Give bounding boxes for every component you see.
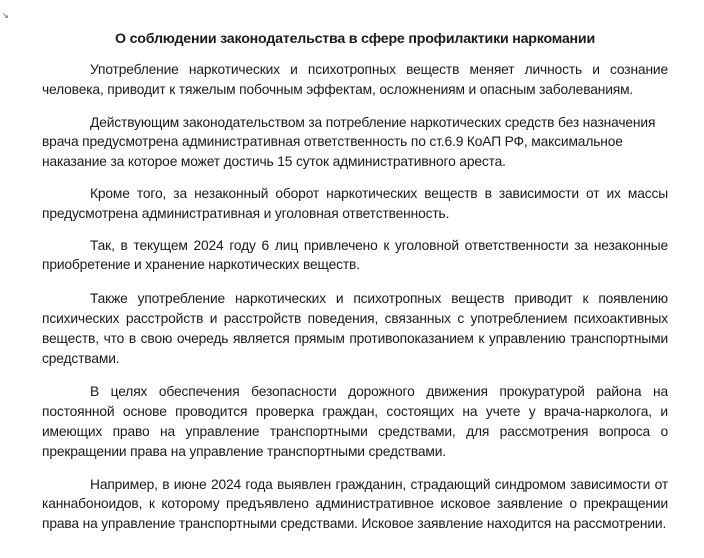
paragraph-1: Употребление наркотических и психотропных веществ меняет личность и сознание человека, приводит к тяжелым побочным эффектам, осложнениям и опасным заболеваниям. [42, 62, 668, 97]
paragraph-2: Действующим законодательством за потребление наркотических средств без назначения врача предусмотрена административная ответственность по ст.6.9 КоАП РФ, максимальное наказание за которое может достичь 15 суток административного ареста. [42, 114, 656, 170]
corner-marker-icon: ↘ [2, 11, 9, 20]
paragraph-3: Кроме того, за незаконный оборот наркотических веществ в зависимости от их массы предусмотрена административная и уголовная ответственность. [42, 185, 668, 221]
paragraph-6: В целях обеспечения безопасности дорожного движения прокуратурой района на постоянной основе проводится проверка граждан, состоящих на учете у врача-нарколога, и имеющих право на управление транспортными средствами, для рассмотрения вопроса о прекращении права на управление транспортными средствами. [42, 384, 668, 459]
document-title: О соблюдении законодательства в сфере профилактики наркомании [115, 31, 595, 47]
paragraph-5: Также употребление наркотических и психотропных веществ приводит к появлению психических расстройств и расстройств поведения, связанных с употреблением психоактивных веществ, что в свою очередь является прямым противопоказанием к управлению транспортными средствами. [42, 291, 668, 366]
document-body [42, 30, 668, 534]
paragraph-4: Так, в текущем 2024 году 6 лиц привлечено к уголовной ответственности за незаконные приобретение и хранение наркотических веществ. [42, 237, 668, 273]
paragraph-7: Например, в июне 2024 года выявлен гражданин, страдающий синдромом зависимости от каннабоноидов, к которому предъявлено административное исковое заявление о прекращении права на управление транспортными средствами. Исковое заявление находится на рассмотрении. [42, 476, 668, 532]
